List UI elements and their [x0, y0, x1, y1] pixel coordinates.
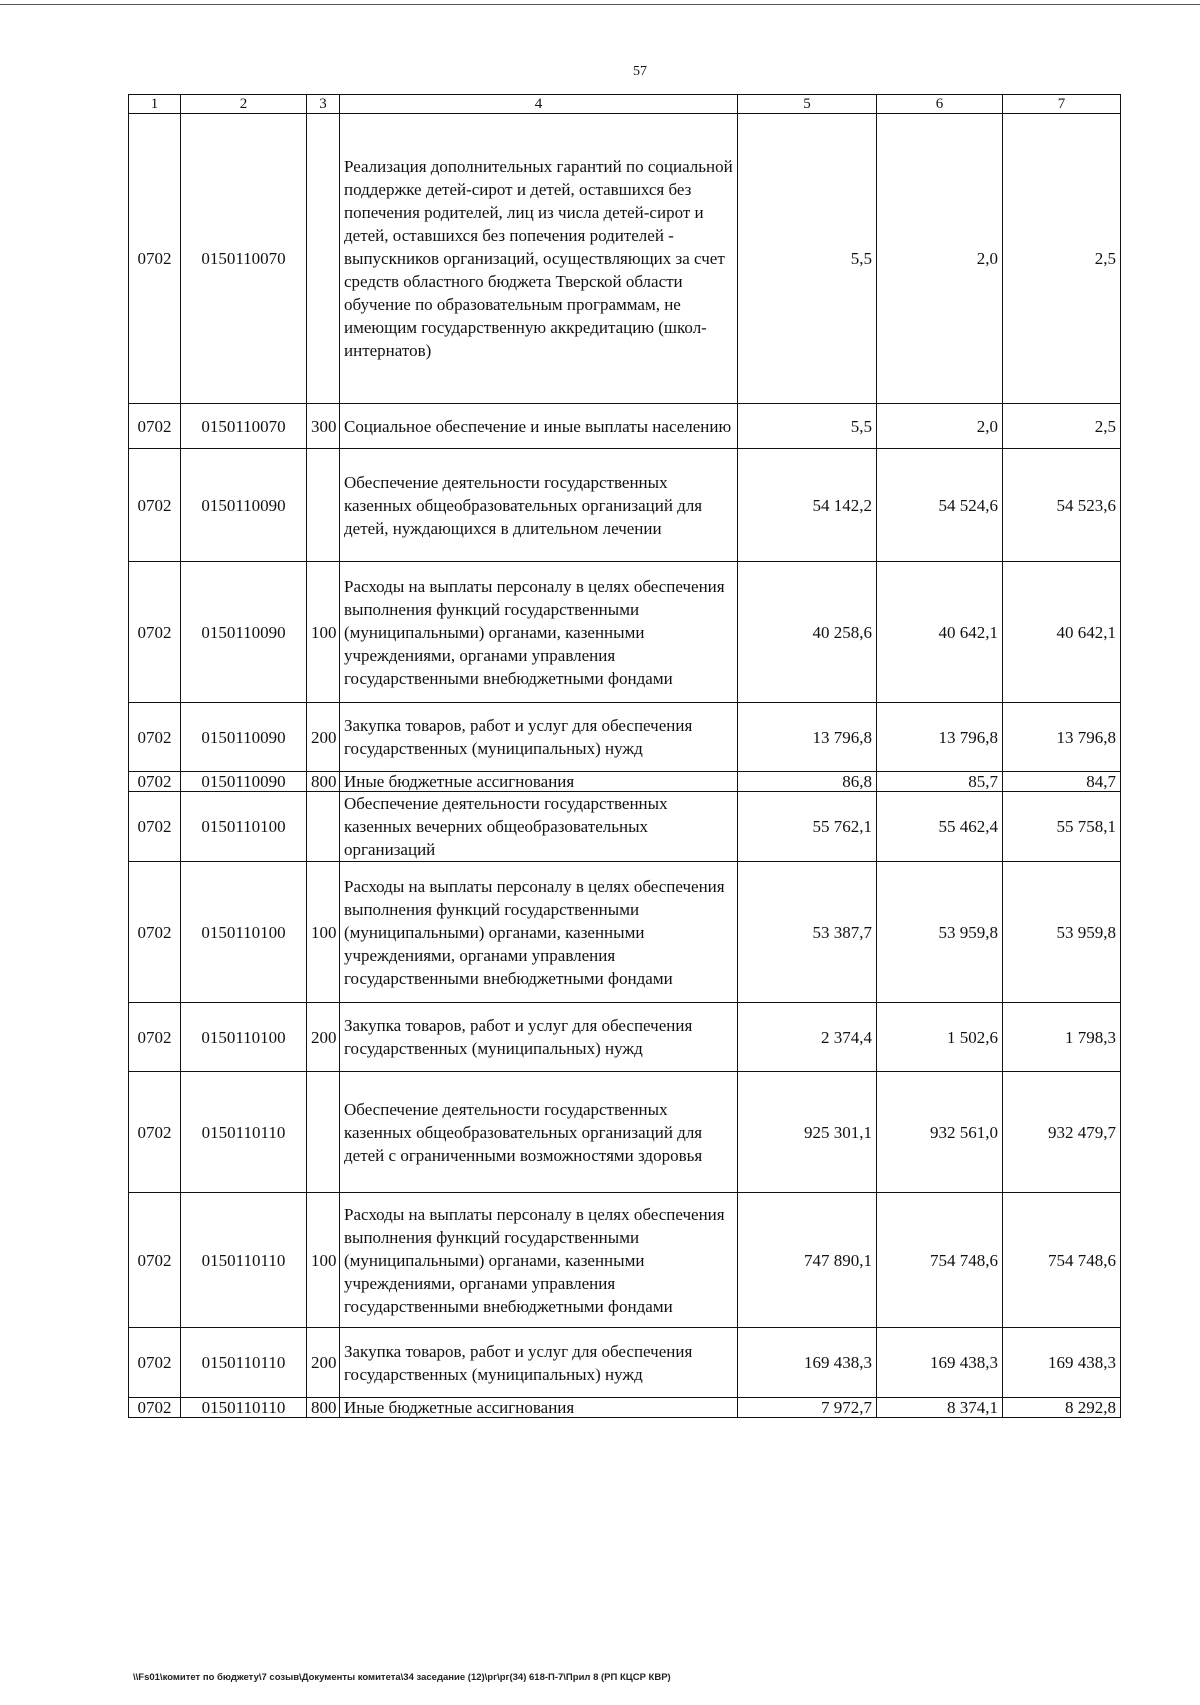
- cell-v5: 747 890,1: [738, 1193, 877, 1328]
- cell-v5: 2 374,4: [738, 1003, 877, 1072]
- cell-name: Закупка товаров, работ и услуг для обеспечения государственных (муниципальных) нужд: [340, 1328, 738, 1398]
- col-header-1: 1: [129, 95, 181, 114]
- cell-v7: 2,5: [1003, 114, 1121, 404]
- cell-section: 0702: [129, 1003, 181, 1072]
- cell-name: Расходы на выплаты персоналу в целях обеспечения выполнения функций государственными (муниципальными) органами, казенными учреждениями, органами управления государственными внебюджетными фондами: [340, 562, 738, 703]
- cell-code: 0150110100: [181, 1003, 307, 1072]
- cell-v7: 932 479,7: [1003, 1072, 1121, 1193]
- cell-v6: 1 502,6: [877, 1003, 1003, 1072]
- table-row: [129, 1193, 1121, 1328]
- cell-v6: 754 748,6: [877, 1193, 1003, 1328]
- cell-name: Закупка товаров, работ и услуг для обеспечения государственных (муниципальных) нужд: [340, 703, 738, 772]
- cell-v5: 55 762,1: [738, 792, 877, 862]
- cell-code: 0150110100: [181, 792, 307, 862]
- cell-type: [307, 1072, 340, 1193]
- cell-code: 0150110100: [181, 862, 307, 1003]
- cell-v5: 5,5: [738, 114, 877, 404]
- column-number-row: [129, 95, 1121, 114]
- cell-code: 0150110090: [181, 449, 307, 562]
- table-row: [129, 792, 1121, 862]
- cell-type: 800: [307, 772, 340, 792]
- cell-v6: 169 438,3: [877, 1328, 1003, 1398]
- cell-type: 100: [307, 1193, 340, 1328]
- col-header-4: 4: [340, 95, 738, 114]
- top-rule: [0, 4, 1200, 5]
- cell-v5: 54 142,2: [738, 449, 877, 562]
- cell-name: Обеспечение деятельности государственных казенных общеобразовательных организаций для детей с ограниченными возможностями здоровья: [340, 1072, 738, 1193]
- cell-section: 0702: [129, 1328, 181, 1398]
- cell-v6: 13 796,8: [877, 703, 1003, 772]
- cell-v7: 169 438,3: [1003, 1328, 1121, 1398]
- cell-type: 800: [307, 1398, 340, 1418]
- cell-type: [307, 449, 340, 562]
- cell-v7: 1 798,3: [1003, 1003, 1121, 1072]
- col-header-6: 6: [877, 95, 1003, 114]
- cell-section: 0702: [129, 562, 181, 703]
- cell-v6: 2,0: [877, 114, 1003, 404]
- col-header-5: 5: [738, 95, 877, 114]
- cell-name: Расходы на выплаты персоналу в целях обеспечения выполнения функций государственными (муниципальными) органами, казенными учреждениями, органами управления государственными внебюджетными фондами: [340, 862, 738, 1003]
- cell-v6: 54 524,6: [877, 449, 1003, 562]
- table-row: [129, 1398, 1121, 1418]
- cell-v6: 932 561,0: [877, 1072, 1003, 1193]
- cell-v7: 754 748,6: [1003, 1193, 1121, 1328]
- cell-v7: 55 758,1: [1003, 792, 1121, 862]
- cell-v7: 8 292,8: [1003, 1398, 1121, 1418]
- cell-v7: 84,7: [1003, 772, 1121, 792]
- page-number: 57: [633, 64, 647, 79]
- table-row: [129, 772, 1121, 792]
- cell-section: 0702: [129, 703, 181, 772]
- cell-v7: 54 523,6: [1003, 449, 1121, 562]
- cell-section: 0702: [129, 404, 181, 449]
- table-row: [129, 449, 1121, 562]
- cell-v5: 925 301,1: [738, 1072, 877, 1193]
- cell-v5: 7 972,7: [738, 1398, 877, 1418]
- cell-v6: 53 959,8: [877, 862, 1003, 1003]
- cell-name: Обеспечение деятельности государственных казенных общеобразовательных организаций для детей, нуждающихся в длительном лечении: [340, 449, 738, 562]
- cell-section: 0702: [129, 1398, 181, 1418]
- cell-type: 200: [307, 1328, 340, 1398]
- cell-section: 0702: [129, 1193, 181, 1328]
- cell-section: 0702: [129, 114, 181, 404]
- cell-v6: 55 462,4: [877, 792, 1003, 862]
- footer-file-path: \\Fs01\комитет по бюджету\7 созыв\Документы комитета\34 заседание (12)\рг\рг(34) 618-П-7\Прил 8 (РП КЦСР КВР): [133, 1672, 671, 1683]
- cell-code: 0150110110: [181, 1328, 307, 1398]
- cell-name: Обеспечение деятельности государственных казенных вечерних общеобразовательных организаций: [340, 792, 738, 862]
- cell-name: Реализация дополнительных гарантий по социальной поддержке детей-сирот и детей, оставшихся без попечения родителей, лиц из числа детей-сирот и детей, оставшихся без попечения родителей - выпускников организаций, осуществляющих за счет средств областного бюджета Тверской области обучение по образовательным программам, не имеющим государственную аккредитацию (школ-интернатов): [340, 114, 738, 404]
- cell-name: Иные бюджетные ассигнования: [340, 772, 738, 792]
- cell-type: [307, 792, 340, 862]
- cell-code: 0150110090: [181, 562, 307, 703]
- cell-v7: 13 796,8: [1003, 703, 1121, 772]
- table-row: [129, 404, 1121, 449]
- cell-code: 0150110090: [181, 703, 307, 772]
- cell-v6: 85,7: [877, 772, 1003, 792]
- table-row: [129, 1003, 1121, 1072]
- cell-section: 0702: [129, 772, 181, 792]
- cell-v5: 40 258,6: [738, 562, 877, 703]
- cell-name: Закупка товаров, работ и услуг для обеспечения государственных (муниципальных) нужд: [340, 1003, 738, 1072]
- cell-v6: 2,0: [877, 404, 1003, 449]
- cell-section: 0702: [129, 449, 181, 562]
- cell-v7: 2,5: [1003, 404, 1121, 449]
- cell-name: Расходы на выплаты персоналу в целях обеспечения выполнения функций государственными (муниципальными) органами, казенными учреждениями, органами управления государственными внебюджетными фондами: [340, 1193, 738, 1328]
- cell-code: 0150110090: [181, 772, 307, 792]
- col-header-2: 2: [181, 95, 307, 114]
- cell-code: 0150110110: [181, 1193, 307, 1328]
- cell-type: 100: [307, 862, 340, 1003]
- cell-v6: 8 374,1: [877, 1398, 1003, 1418]
- cell-type: 200: [307, 703, 340, 772]
- table-row: [129, 703, 1121, 772]
- cell-v5: 13 796,8: [738, 703, 877, 772]
- cell-v5: 169 438,3: [738, 1328, 877, 1398]
- table-row: [129, 562, 1121, 703]
- cell-code: 0150110110: [181, 1072, 307, 1193]
- cell-section: 0702: [129, 1072, 181, 1193]
- cell-v7: 53 959,8: [1003, 862, 1121, 1003]
- cell-v5: 86,8: [738, 772, 877, 792]
- cell-type: 300: [307, 404, 340, 449]
- table-row: [129, 1328, 1121, 1398]
- cell-code: 0150110070: [181, 404, 307, 449]
- cell-type: [307, 114, 340, 404]
- cell-name: Иные бюджетные ассигнования: [340, 1398, 738, 1418]
- cell-section: 0702: [129, 862, 181, 1003]
- table-row: [129, 862, 1121, 1003]
- cell-v7: 40 642,1: [1003, 562, 1121, 703]
- table-row: [129, 114, 1121, 404]
- table-row: [129, 1072, 1121, 1193]
- cell-section: 0702: [129, 792, 181, 862]
- budget-table: [128, 94, 1121, 1418]
- cell-code: 0150110110: [181, 1398, 307, 1418]
- cell-code: 0150110070: [181, 114, 307, 404]
- cell-v6: 40 642,1: [877, 562, 1003, 703]
- col-header-3: 3: [307, 95, 340, 114]
- cell-v5: 5,5: [738, 404, 877, 449]
- cell-type: 100: [307, 562, 340, 703]
- cell-name: Социальное обеспечение и иные выплаты населению: [340, 404, 738, 449]
- col-header-7: 7: [1003, 95, 1121, 114]
- cell-v5: 53 387,7: [738, 862, 877, 1003]
- cell-type: 200: [307, 1003, 340, 1072]
